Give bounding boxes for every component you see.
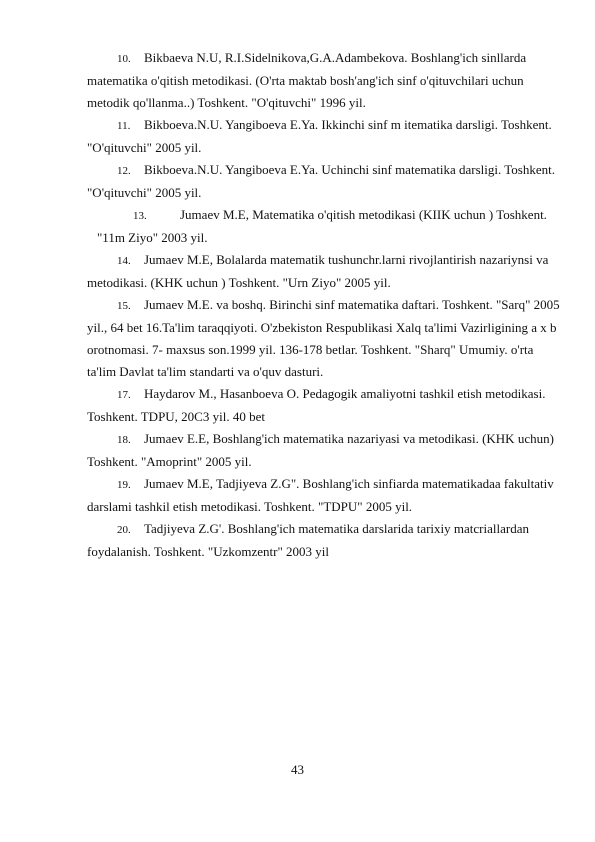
reference-number: 19. <box>117 479 131 491</box>
reference-text: Jumaev M.E, Matematika o'qitish metodikasi (KIIK uchun ) Toshkent. "11m Ziyo" 2003 yil. <box>97 207 547 245</box>
reference-item-14 <box>87 249 563 294</box>
reference-number: 12. <box>117 165 131 177</box>
reference-number: 10. <box>117 53 131 65</box>
reference-item-10 <box>87 47 563 114</box>
reference-list <box>87 47 563 563</box>
reference-text: Jumaev E.E, Boshlang'ich matematika nazariyasi va metodikasi. (KHK uchun) Toshkent. "Amoprint" 2005 yil. <box>87 431 554 469</box>
reference-item-19 <box>87 473 563 518</box>
reference-text: Haydarov M., Hasanboeva O. Pedagogik amaliyotni tashkil etish metodikasi. Toshkent. TDPU, 20C3 yil. 40 bet <box>87 386 546 424</box>
reference-number: 20. <box>117 524 131 536</box>
reference-item-17 <box>87 383 563 428</box>
reference-number: 17. <box>117 389 131 401</box>
reference-item-11 <box>87 114 563 159</box>
reference-item-12 <box>87 159 563 204</box>
reference-text: Bikbaeva N.U, R.I.Sidelnikova,G.A.Adambekova. Boshlang'ich sinllarda matematika o'qitish metodikasi. (O'rta maktab bosh'ang'ich sinf o'qituvchilari uchun metodik qo'llanma..) Toshkent. "O'qituvchi" 1996 yil. <box>87 50 527 110</box>
reference-item-18 <box>87 428 563 473</box>
reference-text: Jumaev M.E, Tadjiyeva Z.G". Boshlang'ich sinfiarda matematikadaa fakultativ darslami tashkil etish metodikasi. Toshkent. "TDPU" 2005 yil. <box>87 476 554 514</box>
reference-number: 11. <box>117 120 131 132</box>
reference-item-15 <box>87 294 563 383</box>
reference-text: Jumaev M.E, Bolalarda matematik tushunchr.larni rivojlantirish nazariynsi va metodikasi. (KHK uchun ) Toshkent. "Urn Ziyo" 2005 yil. <box>87 252 549 290</box>
reference-number: 15. <box>117 300 131 312</box>
reference-text: Tadjiyeva Z.G'. Boshlang'ich matematika darslarida tarixiy matcriallardan foydalanish. Toshkent. "Uzkomzentr" 2003 yil <box>87 521 529 559</box>
reference-number: 13. <box>133 210 147 222</box>
reference-text: Bikboeva.N.U. Yangiboeva E.Ya. Ikkinchi sinf m itematika darsligi. Toshkent. "O'qituvchi" 2005 yil. <box>87 117 552 155</box>
reference-item-20 <box>87 518 563 563</box>
reference-text: Jumaev M.E. va boshq. Birinchi sinf matematika daftari. Toshkent. "Sarq" 2005 yil., 64 bet 16.Ta'lim taraqqiyoti. O'zbekiston Respublikasi Xalq ta'limi Vazirligining a x b orotnomasi. 7- maxsus son.1999 yil. 136-178 betlar. Toshkent. "Sharq" Umumiy. o'rta ta'lim Davlat ta'lim standarti va o'quv dasturi. <box>87 297 560 379</box>
reference-number: 18. <box>117 434 131 446</box>
reference-text: Bikboeva.N.U. Yangiboeva E.Ya. Uchinchi sinf matematika darsligi. Toshkent. "O'qituvchi" 2005 yil. <box>87 162 555 200</box>
reference-number: 14. <box>117 255 131 267</box>
reference-item-13 <box>87 204 563 249</box>
page-number: 43 <box>291 762 304 777</box>
